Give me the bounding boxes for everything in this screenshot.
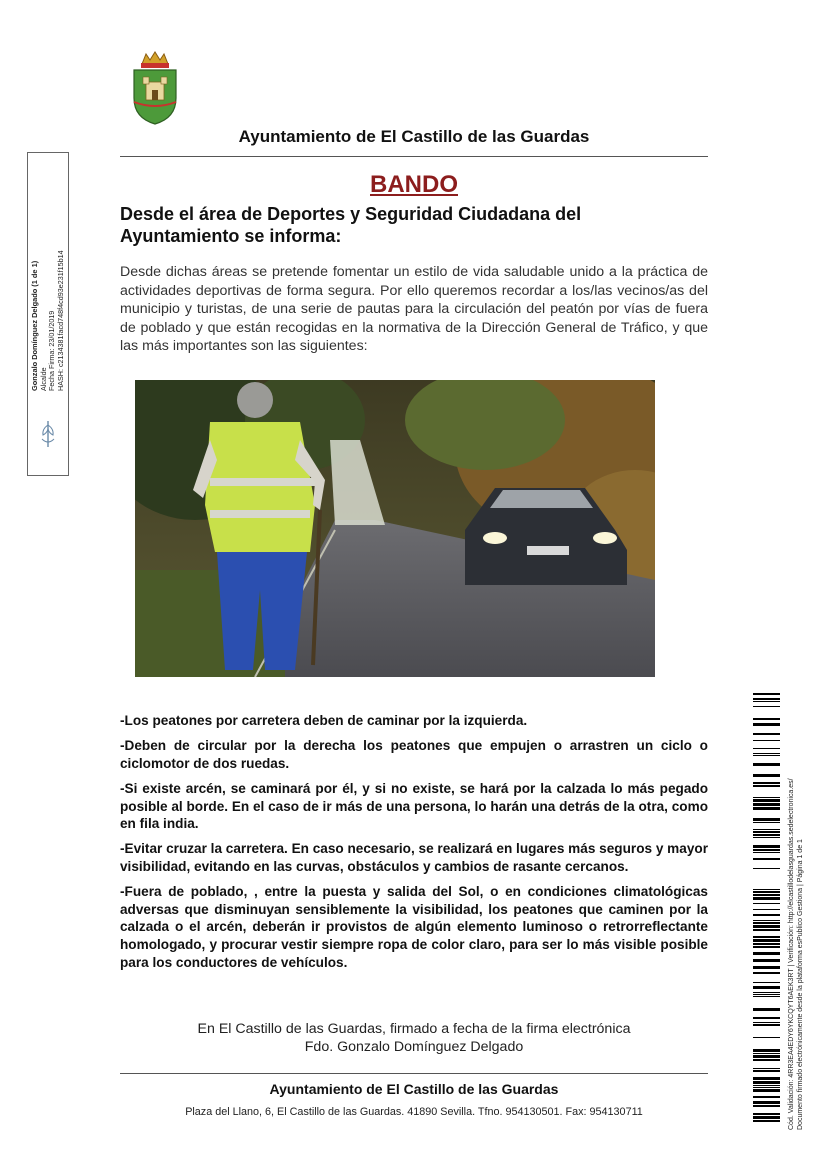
footer-divider <box>120 1073 708 1074</box>
verification-platform-line: Documento firmado electrónicamente desde la plataforma esPublico Gestiona | Página 1 de 1 <box>797 839 805 1130</box>
signer-role: Alcalde <box>38 367 48 391</box>
header-divider <box>120 156 708 157</box>
validation-barcode <box>753 693 780 1130</box>
rules-list <box>120 712 708 979</box>
rule-item: -Fuera de poblado, , entre la puesta y salida del Sol, o en condiciones climatológicas adversas que disminuyan sensiblemente la visibilidad, los peatones que caminen por la calzada o el arcén, deberán ir provistos de algún elemento luminoso o retrorreflectante homologado, y procurar vestir siempre ropa de color claro, para ser lo más visible posible para los conductores de vehículos. <box>120 884 708 970</box>
signature-stamp <box>27 152 69 476</box>
closing-place-line: En El Castillo de las Guardas, firmado a fecha de la firma electrónica <box>197 1021 631 1037</box>
header-title: Ayuntamiento de El Castillo de las Guardas <box>238 127 590 146</box>
coat-of-arms-icon <box>128 50 182 126</box>
signature-hash: HASH: c2134381facd748f4cd93e231f15b14 <box>55 250 65 391</box>
intro-paragraph: Desde dichas áreas se pretende fomentar un estilo de vida saludable unido a la práctica de actividades deportivas de forma segura. Por ello queremos recordar a los/las vecinos/as del municipio y turistas, de una serie de pautas para la circulación del peatón por vías de fuera de poblado y que están recogidas en la normativa de la Dirección General de Tráfico, y que las más importantes son las siguientes: <box>120 264 708 355</box>
rule-item: -Los peatones por carretera deben de caminar por la izquierda. <box>120 713 528 728</box>
verification-text <box>787 670 805 1130</box>
closing-block <box>120 1020 708 1057</box>
rule-item: -Evitar cruzar la carretera. En caso necesario, se realizará en lugares más seguros y mayor visibilidad, evitando en las curvas, obstáculos y cambios de rasante cercanos. <box>120 841 708 874</box>
footer-address: Plaza del Llano, 6, El Castillo de las Guardas. 41890 Sevilla. Tfno. 954130501. Fax: 954130711 <box>185 1106 643 1118</box>
footer-title: Ayuntamiento de El Castillo de las Guardas <box>269 1081 559 1097</box>
signer-line: Fdo. Gonzalo Domínguez Delgado <box>304 1039 524 1056</box>
notice-subtitle: Desde el área de Deportes y Seguridad Ciudadana del Ayuntamiento se informa: <box>120 204 582 246</box>
pedestrian-road-photo <box>135 380 655 677</box>
verification-code-line: Cód. Validación: 4RR3EA4EDY6YKCQYT6AEK3RT | Verificación: http://elcastillodelasguardas.sedelectronica.es/ <box>788 778 795 1130</box>
rule-item: -Si existe arcén, se caminará por él, y si no existe, se hará por la calzada lo más pegado posible al borde. En el caso de ir más de una persona, lo harán una detrás de la otra, como en fila india. <box>120 780 708 832</box>
signature-text <box>31 71 65 391</box>
signature-date: Fecha Firma: 23/01/2019 <box>47 310 57 391</box>
rule-item: -Deben de circular por la derecha los peatones que empujen o arrastren un ciclo o ciclomotor de dos ruedas. <box>120 738 708 771</box>
signer-name: Gonzalo Domínguez Delgado (1 de 1) <box>30 260 39 391</box>
seal-icon <box>38 419 58 449</box>
notice-heading: BANDO <box>370 171 458 198</box>
